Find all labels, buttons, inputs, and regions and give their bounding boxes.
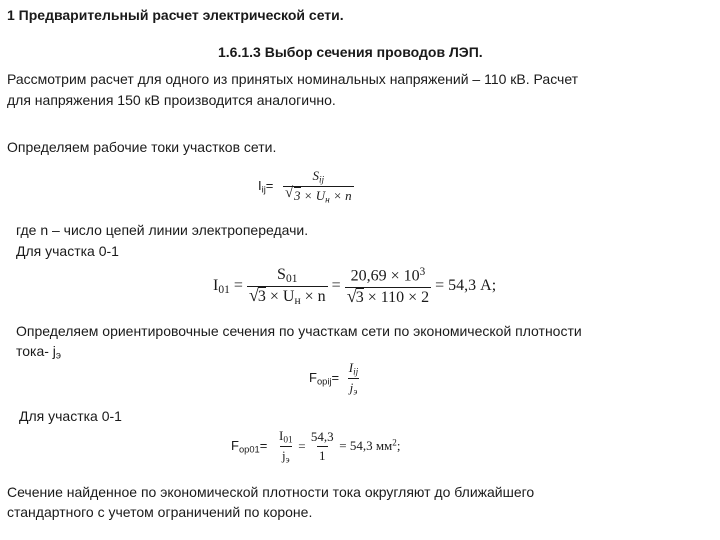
formula-current-general [258,168,354,206]
formula2-lhs: $I_{01}$ = [213,277,247,296]
currents-text: Определяем рабочие токи участков сети. [7,139,277,155]
formula4-result: = 54,3 $мм^2$; [339,437,401,454]
formula2-fraction-numeric: $20,69 \times 10^3$ √ 3 × 110 × 2 [346,266,430,306]
intro-line-2: для напряжения 150 кВ производится аналогично. [7,92,336,108]
intro-line-1: Рассмотрим расчет для одного из принятых номинальных напряжений – 110 кВ. Расчет [7,71,579,87]
section1-label: Для участка 0-1 [16,243,119,259]
conclusion-line-2: стандартного с учетом ограничений по короне. [7,504,313,520]
econ-text-line-1: Определяем ориентировочные сечения по участкам сети по экономической плотности [16,323,582,339]
formula-section-01: $F_{op01}=$ $\frac{I_{01}}{j_э}$ = $\frac{54,3}{1}$ = 54,3 $мм^2$; [231,428,401,466]
formula2-fraction-symbolic: $S_{01}$ √ $3 \times U_н \times n$ [248,266,326,307]
econ-text-line-2: тока- $j_э$ [16,343,62,362]
formula-current-section01: $I_{01}$ = $S_{01}$ √ $3 \times U_н \times n$ = $20,69 \times 10^3$ √ 3 × 110 × 2 = 54,3 А; [213,266,497,307]
page-heading: 1 Предварительный расчет электрической сети. [7,7,344,23]
formula2-result: = 54,3 А; [435,277,497,295]
formula3-fraction: $\frac{I_{ij}}{j_э}$ [348,360,359,398]
where-text: где n – число цепей линии электропередачи. [16,222,309,238]
formula1-lhs: $I_{ij}=$ [258,178,274,195]
formula4-fraction-numeric: $\frac{54,3}{1}$ [310,429,334,464]
formula4-lhs: $F_{op01}=$ [231,438,268,455]
formula-section-general [309,360,360,398]
section2-label: Для участка 0-1 [19,408,122,424]
conclusion-line-1: Сечение найденное по экономической плотности тока округляют до ближайшего [7,484,535,500]
formula3-lhs: $F_{opij}=$ [309,370,340,387]
formula4-fraction-symbolic: $\frac{I_{01}}{j_э}$ [278,428,293,466]
section-subheading: 1.6.1.3 Выбор сечения проводов ЛЭП. [218,44,483,60]
formula1-fraction: $S_{ij}$ √ $3 \times U_н \times n$ [285,168,352,206]
